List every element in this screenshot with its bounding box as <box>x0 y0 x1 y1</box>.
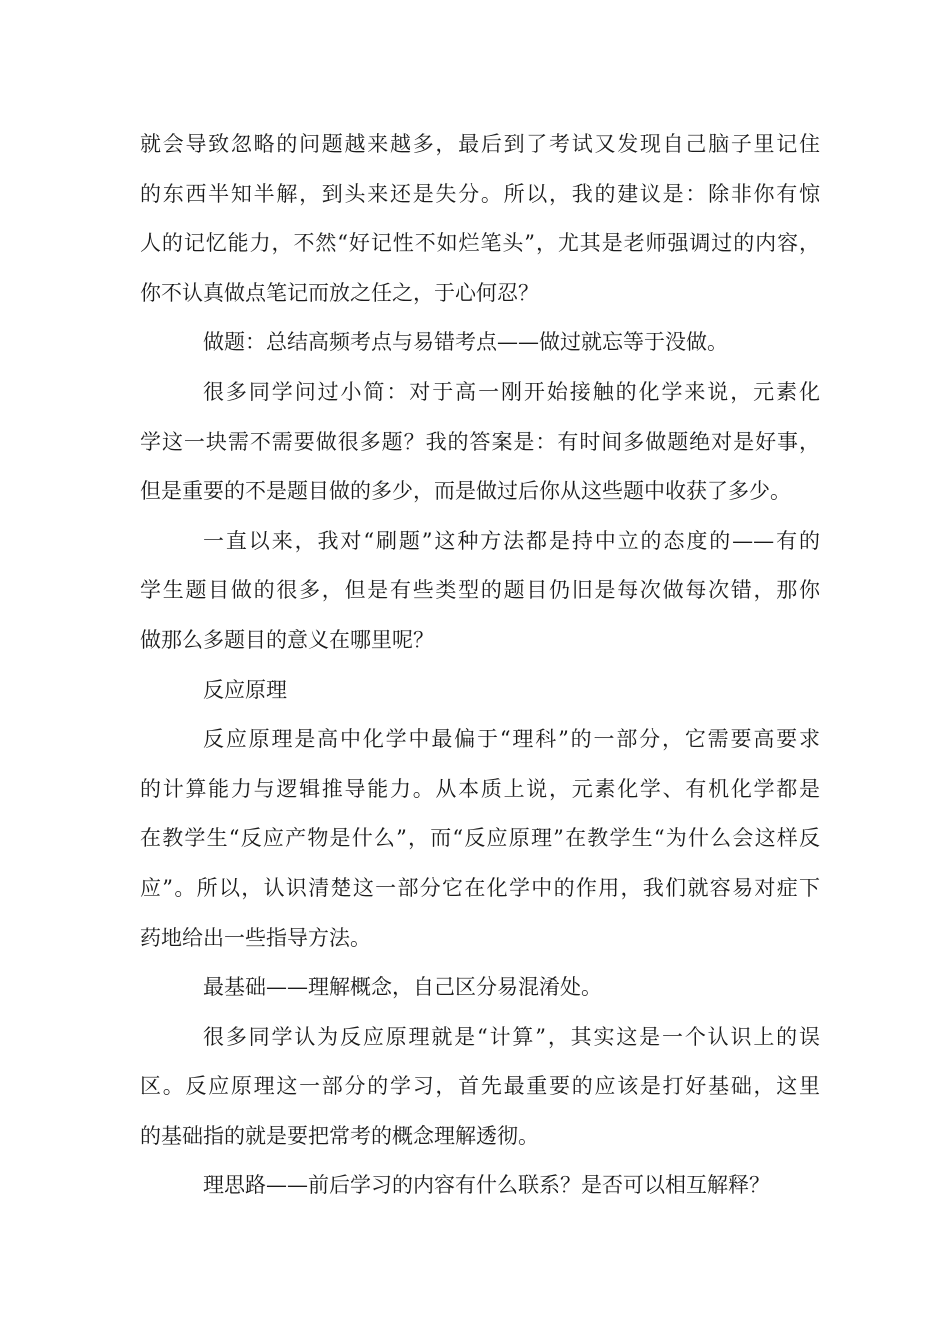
text-line: 最基础——理解概念，自己区分易混淆处。 <box>203 975 602 1000</box>
text-line: 学这一块需不需要做很多题？我的答案是：有时间多做题绝对是好事， <box>140 429 820 454</box>
paragraph-note-taking-advice <box>140 120 820 318</box>
text-line: 人的记忆能力，不然“好记性不如烂笔头”，尤其是老师强调过的内容， <box>140 231 820 256</box>
text-line: 很多同学问过小简：对于高一刚开始接触的化学来说，元素化 <box>203 379 820 404</box>
text-line: 学生题目做的很多，但是有些类型的题目仍旧是每次做每次错，那你 <box>140 578 820 603</box>
text-line: 但是重要的不是题目做的多少，而是做过后你从这些题中收获了多少。 <box>140 479 791 504</box>
text-line: 反应原理是高中化学中最偏于“理科”的一部分，它需要高要求 <box>203 727 820 752</box>
text-line: 一直以来，我对“刷题”这种方法都是持中立的态度的——有的 <box>203 528 820 553</box>
paragraph-basics-heading <box>140 963 820 1013</box>
paragraph-thinking-heading <box>140 1161 820 1211</box>
text-line: 药地给出一些指导方法。 <box>140 925 371 950</box>
text-line: 做题：总结高频考点与易错考点——做过就忘等于没做。 <box>203 330 728 355</box>
paragraph-practice-heading <box>140 318 820 368</box>
text-line: 在教学生“反应产物是什么”，而“反应原理”在教学生“为什么会这样反 <box>140 826 820 851</box>
text-line: 反应原理 <box>203 677 287 702</box>
paragraph-practice-question <box>140 368 820 517</box>
text-line: 做那么多题目的意义在哪里呢？ <box>140 627 434 652</box>
text-line: 就会导致忽略的问题越来越多，最后到了考试又发现自己脑子里记住 <box>140 132 820 156</box>
text-line: 理思路——前后学习的内容有什么联系？是否可以相互解释？ <box>203 1173 770 1198</box>
section-heading-reaction-principles <box>140 666 820 716</box>
body-text <box>140 120 820 1211</box>
text-line: 的计算能力与逻辑推导能力。从本质上说，元素化学、有机化学都是 <box>140 776 820 801</box>
paragraph-reaction-principles-intro <box>140 715 820 963</box>
paragraph-drill-opinion <box>140 517 820 666</box>
text-line: 的基础指的就是要把常考的概念理解透彻。 <box>140 1123 539 1148</box>
text-line: 区。反应原理这一部分的学习，首先最重要的应该是打好基础，这里 <box>140 1074 820 1099</box>
text-line: 的东西半知半解，到头来还是失分。所以，我的建议是：除非你有惊 <box>140 181 820 206</box>
paragraph-basics-explanation <box>140 1013 820 1162</box>
text-line: 很多同学认为反应原理就是“计算”，其实这是一个认识上的误 <box>203 1024 820 1049</box>
text-line: 你不认真做点笔记而放之任之，于心何忍？ <box>140 280 539 305</box>
text-line: 应”。所以，认识清楚这一部分它在化学中的作用，我们就容易对症下 <box>140 875 820 900</box>
